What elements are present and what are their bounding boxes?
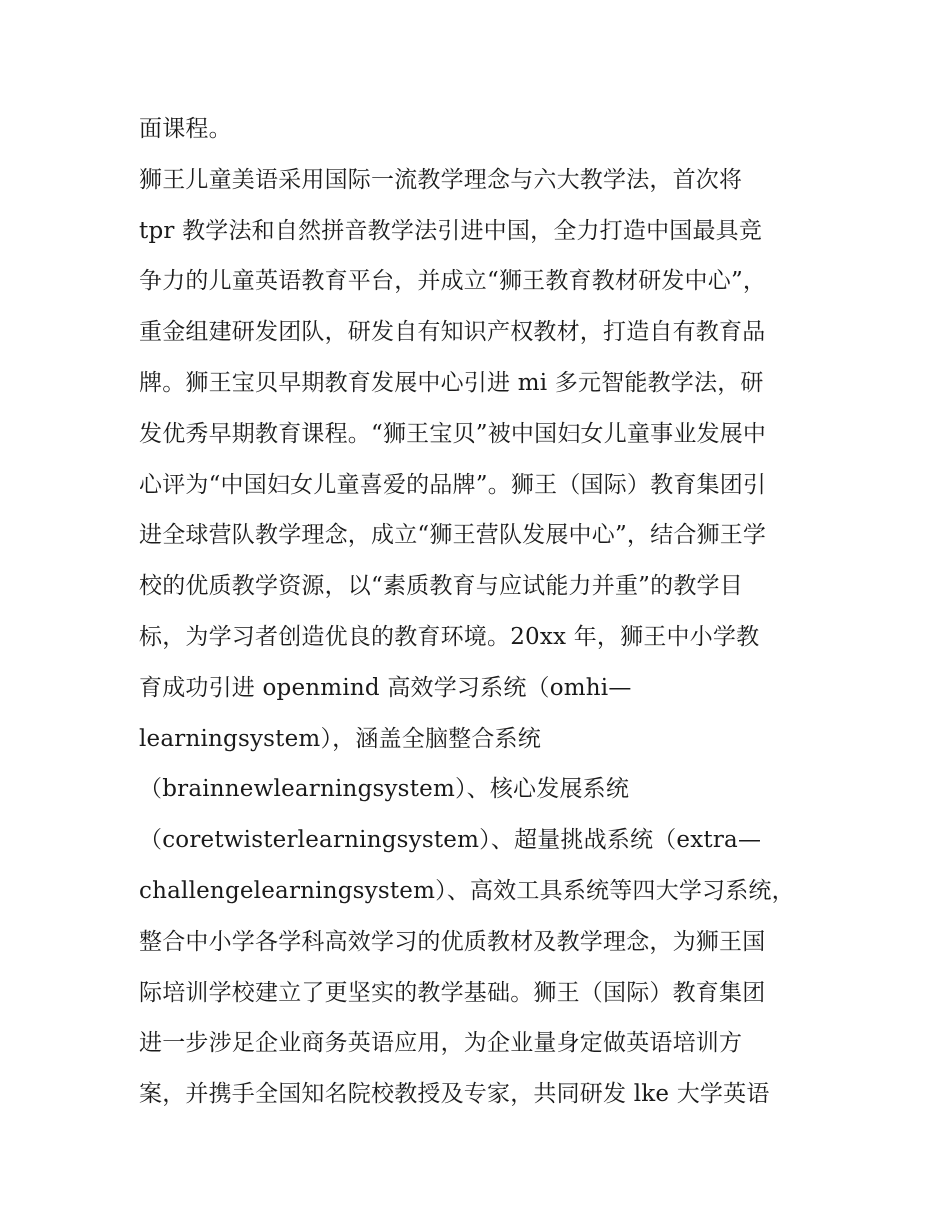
text-line: 际培训学校建立了更坚实的教学基础。狮王（国际）教育集团: [139, 979, 766, 1006]
text-line: 发优秀早期教育课程。“狮王宝贝”被中国妇女儿童事业发展中: [139, 420, 767, 447]
text-line: 案，并携手全国知名院校教授及专家，共同研发 lke 大学英语: [139, 1081, 770, 1108]
body-text: [139, 104, 819, 1120]
text-line: 重金组建研发团队，研发自有知识产权教材，打造自有教育品: [139, 319, 766, 346]
text-line: （brainnewlearningsystem）、核心发展系统: [139, 776, 630, 803]
text-line: 狮王儿童美语采用国际一流教学理念与六大教学法，首次将: [139, 166, 743, 193]
text-line: 牌。狮王宝贝早期教育发展中心引进 mi 多元智能教学法，研: [139, 369, 764, 396]
text-line: challengelearningsystem）、高效工具系统等四大学习系统，: [139, 877, 795, 904]
text-line: 心评为“中国妇女儿童喜爱的品牌”。狮王（国际）教育集团引: [139, 471, 767, 498]
text-line: （coretwisterlearningsystem）、超量挑战系统（extra—: [139, 827, 762, 854]
text-line: learningsystem），涵盖全脑整合系统: [139, 725, 541, 752]
text-line: tpr 教学法和自然拼音教学法引进中国，全力打造中国最具竞: [139, 217, 763, 244]
text-line: 校的优质教学资源，以“素质教育与应试能力并重”的教学目: [139, 573, 743, 600]
text-line: 争力的儿童英语教育平台，并成立“狮王教育教材研发中心”，: [139, 268, 767, 295]
text-line: 整合中小学各学科高效学习的优质教材及教学理念，为狮王国: [139, 928, 766, 955]
text-line: 育成功引进 openmind 高效学习系统（omhi—: [139, 674, 632, 701]
text-line: 面课程。: [139, 116, 232, 142]
text-line: 标，为学习者创造优良的教育环境。20xx 年，狮王中小学教: [139, 623, 760, 650]
text-line: 进全球营队教学理念，成立“狮王营队发展中心”，结合狮王学: [139, 522, 767, 549]
text-line: 进一步涉足企业商务英语应用，为企业量身定做英语培训方: [139, 1030, 743, 1057]
